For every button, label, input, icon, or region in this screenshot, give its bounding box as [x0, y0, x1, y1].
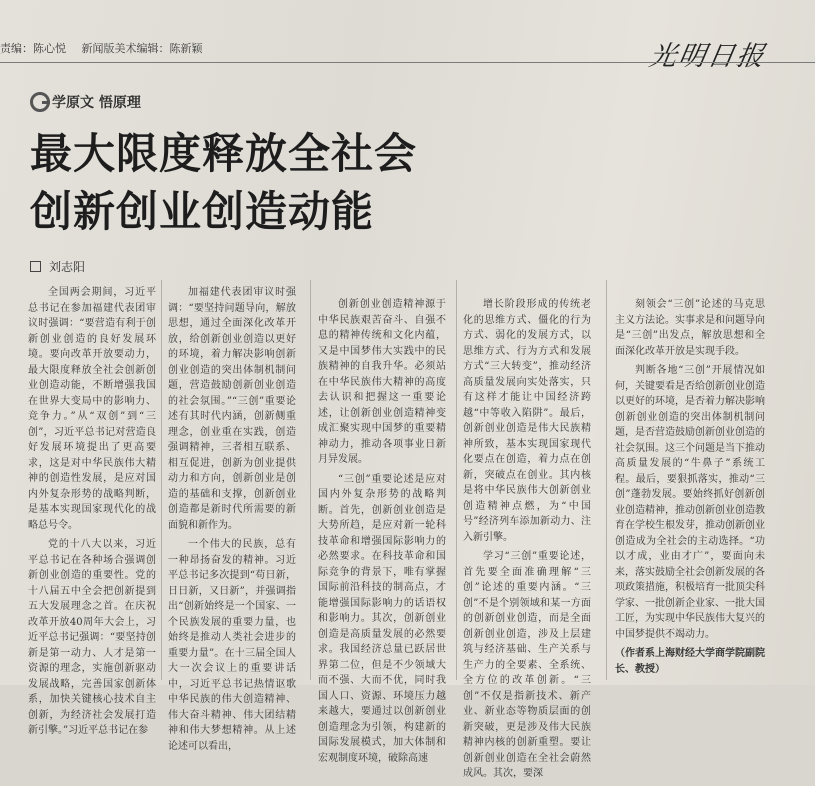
editor-credit-1: 责编：陈心悦 [0, 42, 66, 55]
column-title [30, 92, 141, 112]
column-divider [606, 280, 607, 680]
text-column-1 [28, 285, 156, 743]
editor-credits [0, 40, 215, 56]
column-name: 学原文 悟原理 [52, 95, 141, 111]
author-note: （作者系上海财经大学商学院副院长、教授） [615, 648, 765, 675]
paragraph: 一个伟大的民族，总有一种昂扬奋发的精神。习近平总书记多次提到“苟日新，日日新，又日新”，并强调指出“创新始终是一个国家、一个民族发展的重要力量，也始终是推动人类社会进步的重要力量”。在十三届全国人大一次会议上的重要讲话中，习近平总书记热情讴歌中华民族的伟大创造精神、伟大奋斗精神、伟大团结精神和伟大梦想精神。从上述论述可以看出， [168, 539, 296, 752]
column-divider [161, 280, 162, 680]
editor-credit-2: 新闻版美术编辑：陈新颖 [81, 42, 203, 55]
byline-box-icon [30, 261, 41, 272]
page-header [0, 0, 815, 72]
paragraph: “三创”重要论述是应对国内外复杂形势的战略判断。首先，创新创业创造是大势所趋，是应对新一轮科技革命和增强国际影响力的必然要求。在科技革命和国际竞争的背景下，唯有掌握国际前沿科技的制高点，才能增强国际影响力的话语权和影响力。其次，创新创业创造是高质量发展的必然要求。我国经济总量已跃居世界第二位，但是不少领域大而不强、大而不优，同时我国人口、资源、环境压力越来越大，要通过以创新创业创造理念为引领，构建新的国际发展模式，加大体制和宏观制度环境，破除高速 [318, 473, 446, 764]
text-column-4 [463, 297, 591, 786]
paragraph: 加福建代表团审议时强调：“要坚持问题导向，解放思想，通过全面深化改革开放，给创新创业创造以更好的环境，着力解决影响创新创业创造的突出体制机制问题，营造鼓励创新创业创造的社会氛围。”“三创”重要论述有其时代内涵，创新侧重理念，创业重在实践，创造强调精神，三者相互联系、相互促进，创新为创业提供动力和方向，创新创业是创造的基础和支撑，创新创业创造都是新时代所需要的新面貌和新作为。 [168, 287, 296, 531]
text-column-3 [318, 297, 446, 770]
paragraph: 学习“三创”重要论述，首先要全面准确理解“三创”论述的重要内涵。“三创”不是个别领域和某一方面的创新创业创造，而是全面创新创业创造，涉及上层建筑与经济基础、生产关系与生产力的全要素、全系统、全方位的改革创新。“三创”不仅是指新技术、新产业、新业态等物质层面的创新突破，更是涉及伟大民族精神内核的创新重塑。要让创新创业创造在全社会蔚然成风。其次，要深 [463, 551, 591, 779]
paragraph: 增长阶段形成的传统老化的思维方式、僵化的行为方式、弱化的发展方式，以思维方式、行为方式和发展方式“三大转变”，推动经济高质量发展向实处落实，只有这样才能让中国经济跨越“中等收入陷阱”。最后，创新创业创造是伟大民族精神所致，基本实现国家现代化要点在创造，着力点在创新，突破点在创业。其内核是将中华民族伟大创新创业创造精神点燃，为“中国号”经济列车添加新动力、注入新引擎。 [463, 299, 591, 543]
paragraph: 党的十八大以来，习近平总书记在各种场合强调创新创业创造的重要性。党的十八届五中全会把创新提到五大发展理念之首。在庆祝改革开放40周年大会上，习近平总书记强调：“要坚持创新是第一动力、人才是第一资源的理念，实施创新驱动发展战略，完善国家创新体系，加快关键核心技术自主创新，为经济社会发展打造新引擎。”习近平总书记在参 [28, 539, 156, 736]
column-divider [310, 280, 311, 680]
paragraph: 全国两会期间，习近平总书记在参加福建代表团审议时强调：“要营造有利于创新创业创造的良好发展环境。要向改革开放要动力，最大限度释放全社会创新创业创造动能，不断增强我国在世界大变局中的影响力、竞争力。”从“双创”到“三创”，习近平总书记对营造良好发展环境提出了更高要求，这是对中华民族伟大精神的创造性发展，是应对国内外复杂形势的战略判断，是基本实现国家现代化的战略总号令。 [28, 287, 156, 531]
paragraph: 判断各地“三创”开展情况如何，关键要看是否给创新创业创造以更好的环境，是否着力解决影响创新创业创造的突出体制机制问题，是否营造鼓励创新创业创造的社会氛围。这三个问题是当下推动高质量发展的“牛鼻子”系统工程。最后，要狠抓落实，推动“三创”蓬勃发展。要始终抓好创新创业创造精神，推动创新创业创造教育在学校生根发芽，推动创新创业创造成为全社会的主动选择。“功以才成，业由才广”，要面向未来，落实鼓励全社会创新发展的各项政策措施，积极培育一批顶尖科学家、一批创新企业家、一批大国工匠，为实现中华民族伟大复兴的中国梦提供不竭动力。 [615, 365, 765, 640]
headline-line-1: 最大限度释放全社会 [30, 129, 418, 178]
author-name: 刘志阳 [49, 260, 86, 274]
paragraph: 创新创业创造精神源于中华民族艰苦奋斗、自强不息的精神传统和文化内蕴，又是中国梦伟大实践中的民族精神的自我升华。必须站在中华民族伟大精神的高度去认识和把握这一重要论述，让创新创业创造精神变成汇聚实现中国梦的重要精神动力，推动各项事业日新月异发展。 [318, 299, 446, 465]
masthead-logo: 光明日报 [646, 41, 769, 72]
article-headline [30, 125, 417, 241]
text-column-2 [168, 285, 296, 758]
column-divider [456, 280, 457, 680]
header-rule [0, 62, 815, 63]
g-logo-icon [30, 92, 50, 112]
paragraph: 刻领会“三创”论述的马克思主义方法论。实事求是和问题导向是“三创”出发点，解放思想和全面深化改革开放是实现手段。 [615, 299, 765, 357]
headline-line-2: 创新创业创造动能 [30, 187, 375, 236]
text-column-5 [615, 297, 765, 681]
byline [30, 258, 85, 275]
